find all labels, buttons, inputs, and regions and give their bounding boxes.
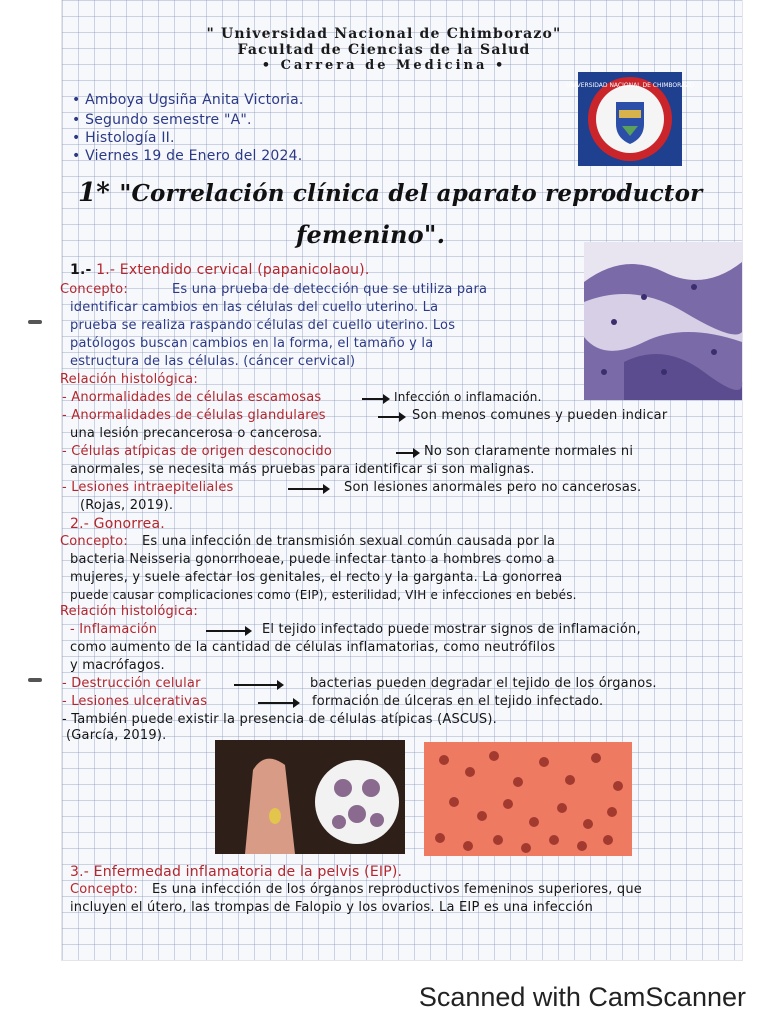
gonorrhea-smear-image — [424, 742, 632, 856]
section2-item-left: - Lesiones ulcerativas — [62, 694, 208, 709]
section2-heading: 2.- Gonorrea. — [70, 516, 165, 532]
section1-concept-line: identificar cambios en las células del cuello uterino. La — [70, 300, 439, 315]
section1-item-left: - Anormalidades de células escamosas — [62, 390, 322, 405]
logo-ring-text: UNIVERSIDAD NACIONAL DE CHIMBORAZO — [565, 82, 695, 89]
section1-item-right: anormales, se necesita más pruebas para identificar si son malignas. — [70, 462, 535, 477]
histology-image-cervical — [584, 242, 742, 400]
punch-mark — [28, 320, 42, 324]
section3-heading: 3.- Enfermedad inflamatoria de la pelvis (EIP). — [70, 864, 403, 880]
scan-margin — [0, 0, 62, 960]
university-name: " Universidad Nacional de Chimborazo" — [206, 26, 562, 42]
section1-concept-line: Es una prueba de detección que se utiliza para — [172, 282, 488, 297]
gonorrhea-illustration-image — [215, 740, 405, 854]
title-line-2: femenino". — [296, 220, 446, 249]
semester: Segundo semestre "A". — [85, 112, 252, 128]
faculty-name: Facultad de Ciencias de la Salud — [237, 42, 531, 58]
arrow-icon — [234, 684, 282, 686]
relation-label-1: Relación histológica: — [60, 372, 198, 387]
section2-concept-line: mujeres, y suele afectar los genitales, el recto y la garganta. La gonorrea — [70, 570, 563, 585]
arrow-icon — [258, 702, 298, 704]
title-line-1: "Correlación clínica del aparato reproductor — [119, 180, 703, 207]
scanner-watermark: Scanned with CamScanner — [418, 982, 746, 1012]
section2-item-left: - Destrucción celular — [62, 676, 201, 691]
concept-label-1: Concepto: — [60, 282, 128, 297]
section1-concept-line: estructura de las células. (cáncer cervical) — [70, 354, 356, 369]
subject: Histología II. — [85, 130, 175, 146]
section2-item-right: y macrófagos. — [70, 658, 165, 673]
section1-item-right: Son menos comunes y pueden indicar — [412, 408, 668, 423]
section2-item-right: El tejido infectado puede mostrar signos de inflamación, — [262, 622, 641, 637]
citation-2: (García, 2019). — [66, 728, 167, 743]
section3-concept-line: incluyen el útero, las trompas de Falopio y los ovarios. La EIP es una infección — [70, 900, 594, 915]
section1-item-right: Son lesiones anormales pero no cancerosas. — [344, 480, 642, 495]
arrow-icon — [206, 630, 250, 632]
section1-item-left: - Lesiones intraepiteliales — [62, 480, 234, 495]
date: Viernes 19 de Enero del 2024. — [85, 148, 303, 164]
arrow-icon — [288, 488, 328, 490]
punch-mark — [28, 678, 42, 682]
section2-item-right: bacterias pueden degradar el tejido de los órganos. — [310, 676, 657, 691]
section1-concept-line: patólogos buscan cambios en la forma, el tamaño y la — [70, 336, 434, 351]
section1-item-left: - Anormalidades de células glandulares — [62, 408, 326, 423]
section1-item-right: Infección o inflamación. — [394, 390, 542, 404]
section1-item-left: - Células atípicas de origen desconocido — [62, 444, 332, 459]
section1-item-right: No son claramente normales ni — [424, 444, 634, 459]
section2-item-right: formación de úlceras en el tejido infectado. — [312, 694, 604, 709]
citation-1: (Rojas, 2019). — [80, 498, 174, 513]
section2-item-right: - También puede existir la presencia de células atípicas (ASCUS). — [62, 712, 497, 727]
section2-item-left: - Inflamación — [70, 622, 158, 637]
arrow-icon — [378, 416, 404, 418]
arrow-icon — [396, 452, 418, 454]
title-marker: 1* — [78, 178, 111, 208]
concept-label-2: Concepto: — [60, 534, 128, 549]
section3-concept-line: Es una infección de los órganos reproductivos femeninos superiores, que — [152, 882, 642, 897]
section2-concept-line: Es una infección de transmisión sexual común causada por la — [142, 534, 556, 549]
arrow-icon — [362, 398, 388, 400]
concept-label-3: Concepto: — [70, 882, 138, 897]
career-name: • Carrera de Medicina • — [261, 58, 507, 73]
section1-item-right: una lesión precancerosa o cancerosa. — [70, 426, 323, 441]
section1-concept-line: prueba se realiza raspando células del cuello uterino. Los — [70, 318, 456, 333]
section2-concept-line: puede causar complicaciones como (EIP), esterilidad, VIH e infecciones en bebés. — [70, 588, 577, 602]
section2-concept-line: bacteria Neisseria gonorrhoeae, puede infectar tanto a hombres como a — [70, 552, 555, 567]
section2-item-right: como aumento de la cantidad de células inflamatorias, como neutrófilos — [70, 640, 556, 655]
university-logo — [565, 72, 695, 166]
section1-heading: 1.- 1.- Extendido cervical (papanicolaou). — [70, 262, 370, 278]
student-name: Amboya Ugsiña Anita Victoria. — [85, 92, 304, 108]
relation-label-2: Relación histológica: — [60, 604, 198, 619]
